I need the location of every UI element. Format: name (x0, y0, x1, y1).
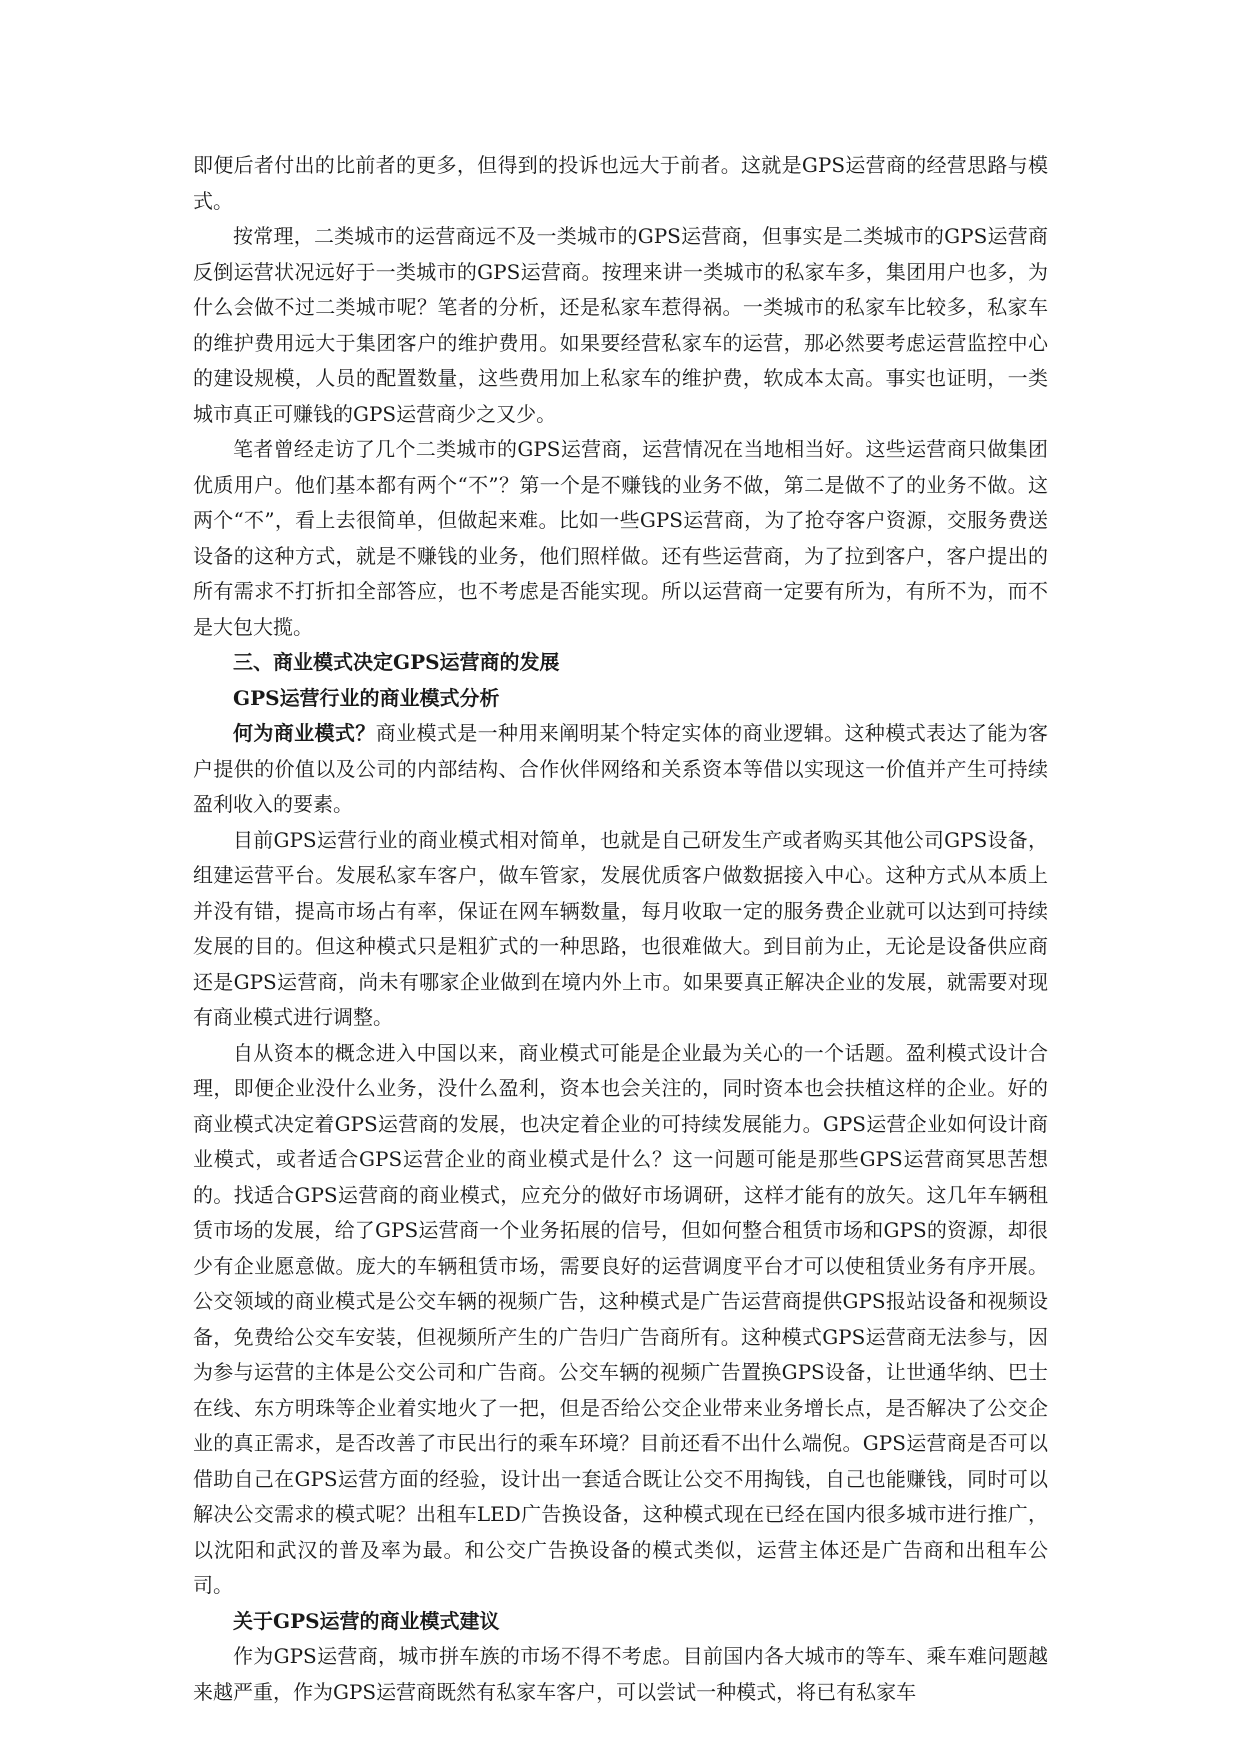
subheading-business-model-analysis: GPS运营行业的商业模式分析 (233, 685, 500, 710)
section-heading-3: 三、商业模式决定GPS运营商的发展 (233, 650, 560, 674)
paragraph-3: 笔者曾经走访了几个二类城市的GPS运营商，运营情况在当地相当好。这些运营商只做集团优质用户。他们基本都有两个“不”？第一个是不赚钱的业务不做，第二是做不了的业务不做。这两个“不”，看上去很简单，但做起来难。比如一些GPS运营商，为了抢夺客户资源，交服务费送设备的这种方式，就是不赚钱的业务，他们照样做。还有些运营商，为了拉到客户，客户提出的所有需求不打折扣全部答应，也不考虑是否能实现。所以运营商一定要有所为，有所不为，而不是大包大揽。 (193, 437, 1048, 639)
paragraph-4-body: 商业模式是一种用来阐明某个特定实体的商业逻辑。这种模式表达了能为客户提供的价值以及公司的内部结构、合作伙伴网络和关系资本等借以实现这一价值并产生可持续盈利收入的要素。 (193, 721, 1049, 816)
paragraph-5: 目前GPS运营行业的商业模式相对简单，也就是自己研发生产或者购买其他公司GPS设备，组建运营平台。发展私家车客户，做车管家，发展优质客户做数据接入中心。这种方式从本质上并没有错，提高市场占有率，保证在网车辆数量，每月收取一定的服务费企业就可以达到可持续发展的目的。但这种模式只是粗犷式的一种思路，也很难做大。到目前为止，无论是设备供应商还是GPS运营商，尚未有哪家企业做到在境内外上市。如果要真正解决企业的发展，就需要对现有商业模式进行调整。 (193, 827, 1048, 1029)
paragraph-7: 作为GPS运营商，城市拼车族的市场不得不考虑。目前国内各大城市的等车、乘车难问题越来越严重，作为GPS运营商既然有私家车客户，可以尝试一种模式，将已有私家车 (193, 1644, 1048, 1704)
paragraph-1: 即便后者付出的比前者的更多，但得到的投诉也远大于前者。这就是GPS运营商的经营思路与模式。 (193, 153, 1048, 213)
paragraph-4 (193, 716, 1048, 823)
paragraph-6: 自从资本的概念进入中国以来，商业模式可能是企业最为关心的一个话题。盈利模式设计合理，即便企业没什么业务，没什么盈利，资本也会关注的，同时资本也会扶植这样的企业。好的商业模式决定着GPS运营商的发展，也决定着企业的可持续发展能力。GPS运营企业如何设计商业模式，或者适合GPS运营企业的商业模式是什么？这一问题可能是那些GPS运营商冥思苦想的。找适合GPS运营商的商业模式，应充分的做好市场调研，这样才能有的放矢。这几年车辆租赁市场的发展，给了GPS运营商一个业务拓展的信号，但如何整合租赁市场和GPS的资源，却很少有企业愿意做。庞大的车辆租赁市场，需要良好的运营调度平台才可以使租赁业务有序开展。公交领域的商业模式是公交车辆的视频广告，这种模式是广告运营商提供GPS报站设备和视频设备，免费给公交车安装，但视频所产生的广告归广告商所有。这种模式GPS运营商无法参与，因为参与运营的主体是公交公司和广告商。公交车辆的视频广告置换GPS设备，让世通华纳、巴士在线、东方明珠等企业着实地火了一把，但是否给公交企业带来业务增长点，是否解决了公交企业的真正需求，是否改善了市民出行的乘车环境？目前还看不出什么端倪。GPS运营商是否可以借助自己在GPS运营方面的经验，设计出一套适合既让公交不用掏钱，自己也能赚钱，同时可以解决公交需求的模式呢？出租车LED广告换设备，这种模式现在已经在国内很多城市进行推广，以沈阳和武汉的普及率为最。和公交广告换设备的模式类似，运营主体还是广告商和出租车公司。 (193, 1040, 1048, 1597)
subheading-business-model-suggestions: 关于GPS运营的商业模式建议 (233, 1608, 500, 1633)
paragraph-2: 按常理，二类城市的运营商远不及一类城市的GPS运营商，但事实是二类城市的GPS运营商反倒运营状况远好于一类城市的GPS运营商。按理来讲一类城市的私家车多，集团用户也多，为什么会做不过二类城市呢？笔者的分析，还是私家车惹得祸。一类城市的私家车比较多，私家车的维护费用远大于集团客户的维护费用。如果要经营私家车的运营，那必然要考虑运营监控中心的建设规模，人员的配置数量，这些费用加上私家车的维护费，软成本太高。事实也证明，一类城市真正可赚钱的GPS运营商少之又少。 (193, 224, 1048, 426)
paragraph-4-lead: 何为商业模式？ (233, 721, 376, 745)
